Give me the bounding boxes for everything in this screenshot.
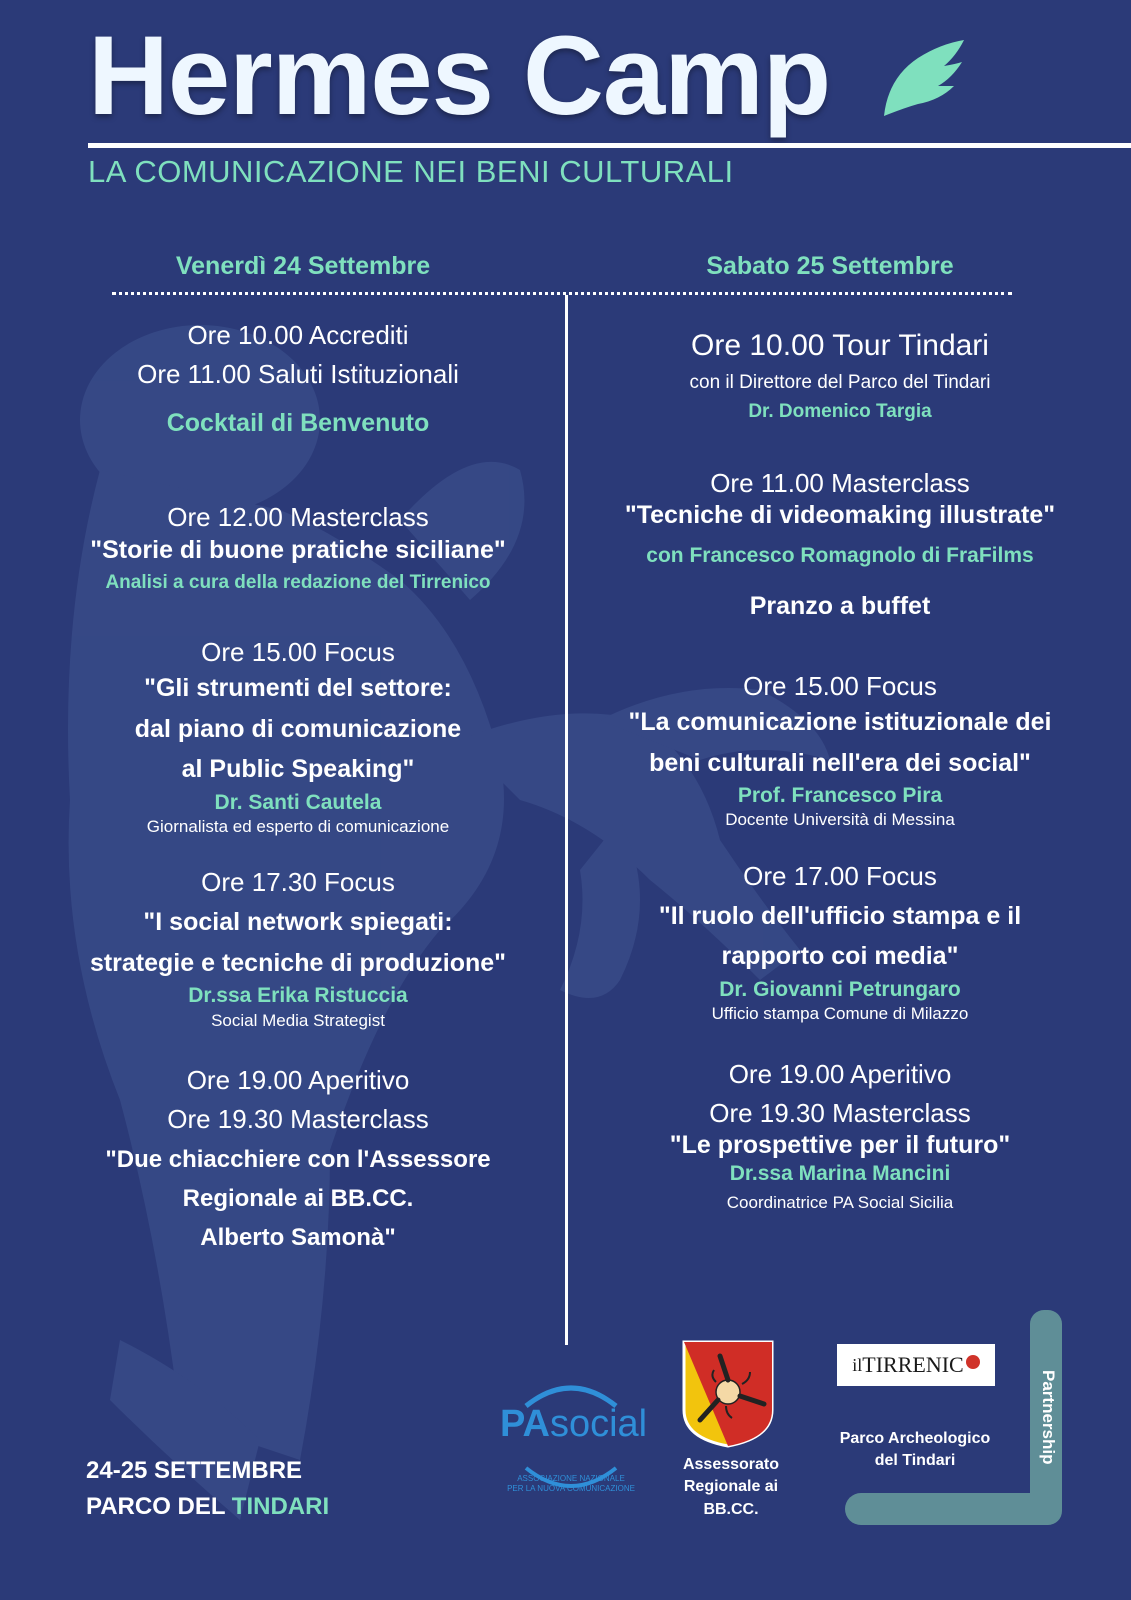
session-title: beni culturali nell'era dei social" xyxy=(649,748,1031,777)
schedule-time: Ore 15.00 Focus xyxy=(743,670,937,701)
speaker-name: Dr.ssa Marina Mancini xyxy=(729,1162,951,1186)
session-title: "Storie di buone pratiche siciliane" xyxy=(90,535,506,564)
schedule-time: Ore 17.30 Focus xyxy=(201,867,395,898)
event-subtitle: LA COMUNICAZIONE NEI BENI CULTURALI xyxy=(88,154,734,189)
speaker-name: Dr. Domenico Targia xyxy=(748,400,932,422)
dotted-divider xyxy=(112,292,1012,295)
sicily-coat-of-arms-icon xyxy=(680,1338,776,1448)
assessorato-line-1: Assessorato xyxy=(682,1456,780,1473)
session-title: Regionale ai BB.CC. xyxy=(182,1185,414,1213)
session-title: rapporto coi media" xyxy=(721,942,959,971)
assessorato-label xyxy=(656,1454,806,1521)
parco-archeologico-label xyxy=(820,1428,1010,1473)
event-location xyxy=(86,1489,329,1525)
session-description: con il Direttore del Parco del Tindari xyxy=(689,372,991,393)
speaker-role: Docente Università di Messina xyxy=(725,810,955,830)
schedule-time: Ore 10.00 Tour Tindari xyxy=(691,329,989,362)
session-title: "Due chiacchiere con l'Assessore xyxy=(105,1146,491,1174)
event-dates: 24-25 SETTEMBRE xyxy=(86,1457,303,1484)
pa-social-tagline xyxy=(496,1474,646,1493)
pa-social-logo xyxy=(500,1403,647,1446)
session-note: Analisi a cura della redazione del Tirrenico xyxy=(105,572,491,594)
session-title: strategie e tecniche di produzione" xyxy=(89,948,507,977)
schedule-time: Ore 17.00 Focus xyxy=(743,860,937,891)
session-title: al Public Speaking" xyxy=(181,755,415,784)
speaker-name: Dr.ssa Erika Ristuccia xyxy=(188,984,408,1008)
event-title: Hermes Camp xyxy=(88,13,831,138)
parco-line-1: Parco Archeologico xyxy=(839,1430,991,1447)
schedule-time: Ore 19.00 Aperitivo xyxy=(728,1058,952,1089)
saturday-schedule xyxy=(570,328,1110,1213)
schedule-time: Ore 11.00 Saluti Istituzionali xyxy=(137,359,459,390)
session-break: Pranzo a buffet xyxy=(749,592,931,621)
schedule-time: Ore 19.30 Masterclass xyxy=(709,1097,971,1128)
pa-social-social: social xyxy=(549,1403,648,1445)
session-title: "Tecniche di videomaking illustrate" xyxy=(624,500,1056,529)
day-header-saturday: Sabato 25 Settembre xyxy=(706,252,954,280)
pa-social-pa: PA xyxy=(500,1403,550,1445)
day-header-friday: Venerdì 24 Settembre xyxy=(175,252,431,280)
pa-social-tagline-2: PER LA NUOVA COMUNICAZIONE xyxy=(507,1483,635,1493)
speaker-name: Dr. Giovanni Petrungaro xyxy=(719,977,961,1001)
schedule-time: Ore 19.30 Masterclass xyxy=(167,1104,429,1135)
schedule-time: Ore 10.00 Accrediti xyxy=(187,320,409,350)
speaker-role: Social Media Strategist xyxy=(211,1010,385,1030)
speaker-name: Dr. Santi Cautela xyxy=(214,790,382,814)
parco-line-2: del Tindari xyxy=(874,1452,956,1470)
partnership-label: Partnership xyxy=(1039,1370,1058,1465)
session-title: Alberto Samonà" xyxy=(200,1224,396,1252)
speaker-role: Giornalista ed esperto di comunicazione xyxy=(146,816,450,836)
session-title: "La comunicazione istituzionale dei xyxy=(628,708,1052,737)
tirrenico-il: il xyxy=(852,1354,863,1375)
schedule-time: Ore 15.00 Focus xyxy=(201,636,395,667)
il-tirrenico-logo xyxy=(837,1344,995,1386)
speech-bubble-icon xyxy=(966,1355,980,1369)
speaker-role: Ufficio stampa Comune di Milazzo xyxy=(711,1004,969,1024)
session-title: "Le prospettive per il futuro" xyxy=(669,1130,1011,1159)
pa-social-tagline-1: ASSOCIAZIONE NAZIONALE xyxy=(517,1474,625,1483)
schedule-highlight: Cocktail di Benvenuto xyxy=(166,409,430,438)
schedule-time: Ore 12.00 Masterclass xyxy=(167,502,429,533)
friday-schedule xyxy=(28,320,568,1258)
assessorato-line-2: Regionale ai BB.CC. xyxy=(683,1478,779,1518)
session-title: "Il ruolo dell'ufficio stampa e il xyxy=(658,901,1022,930)
speaker-name: Prof. Francesco Pira xyxy=(737,784,943,808)
schedule-time: Ore 19.00 Aperitivo xyxy=(186,1064,410,1095)
speaker-role: Coordinatrice PA Social Sicilia xyxy=(726,1192,954,1212)
session-title: "I social network spiegati: xyxy=(143,908,453,937)
speaker-name: con Francesco Romagnolo di FraFilms xyxy=(646,544,1034,568)
event-dates-location xyxy=(86,1453,329,1525)
session-title: dal piano di comunicazione xyxy=(134,714,462,743)
title-underline xyxy=(88,143,1131,148)
schedule-time: Ore 11.00 Masterclass xyxy=(710,467,970,498)
location-prefix: PARCO DEL xyxy=(86,1493,226,1520)
partnership-frame-horizontal xyxy=(845,1493,1062,1525)
session-title: "Gli strumenti del settore: xyxy=(144,674,452,703)
wing-icon xyxy=(878,38,966,120)
location-name: TINDARI xyxy=(231,1493,330,1520)
tirrenico-name: TIRRENIC xyxy=(862,1352,964,1377)
